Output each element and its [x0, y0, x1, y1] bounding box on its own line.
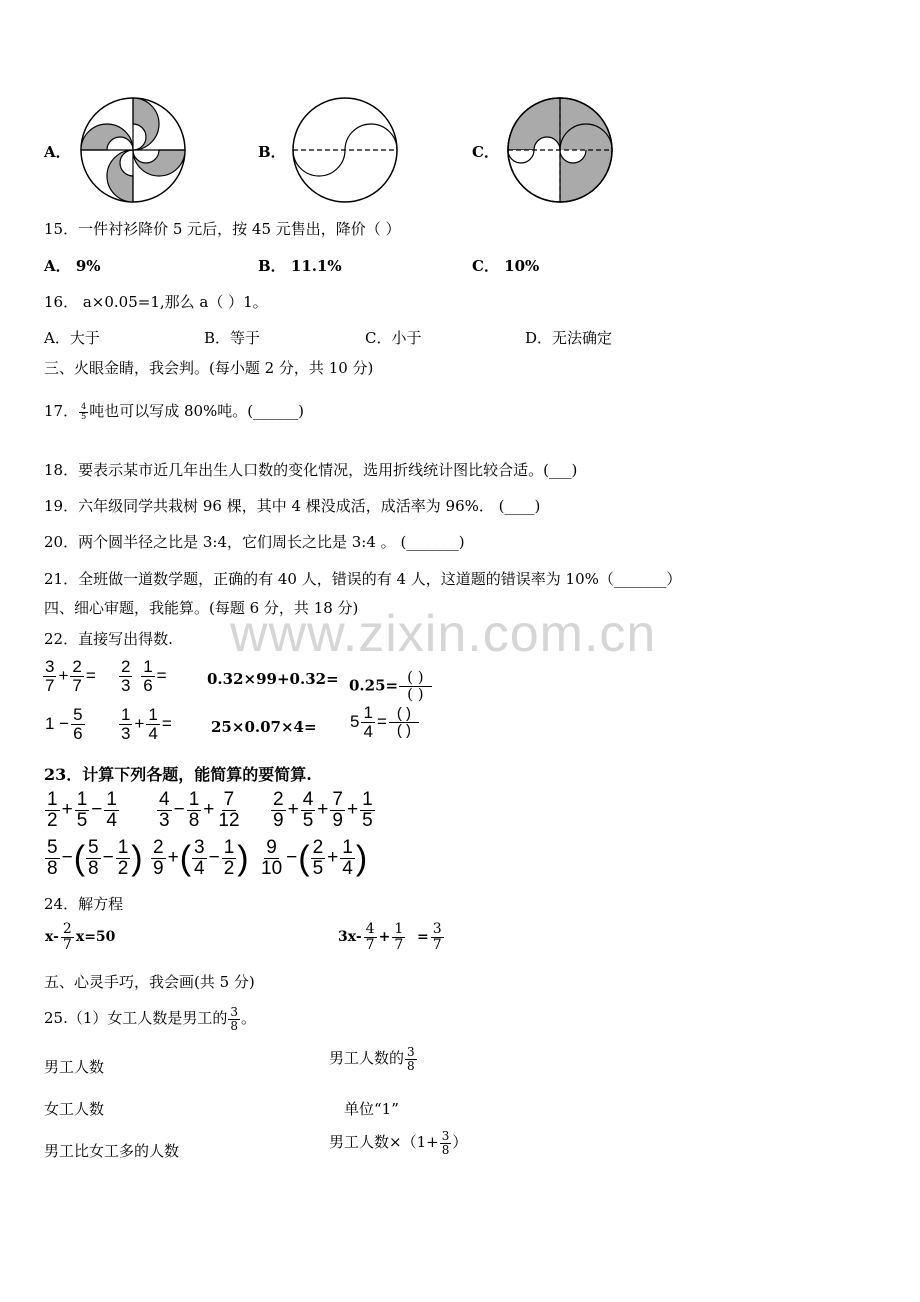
q20: 20．两个圆半径之比是 3:4，它们周长之比是 3:4 。 (_______) [44, 533, 465, 551]
q24-equation-1: x- $\frac{2}{7}$ x=50 [45, 921, 116, 953]
q25-right-3: 男工人数×（1+ $\frac{3}{8}$ ） [329, 1129, 468, 1157]
q25-left-1: 男工人数 [44, 1058, 105, 1076]
q21: 21．全班做一道数学题，正确的有 40 人，错误的有 4 人，这道题的错误率为 10%（_______） [44, 570, 682, 588]
q16-stem: 16． a×0.05=1,那么 a（ ）1。 [44, 293, 268, 311]
q15-option-b: B． 11.1% [258, 257, 342, 275]
q14-option-c-label: C． [472, 143, 499, 161]
q22-expr-1: $\frac{3}{7}$ + $\frac{2}{7}$ = [45, 657, 96, 695]
q23-expr-5: $\frac{2}{9}$ +( $\frac{3}{4}$ − $\frac{1}{2}$ ) [153, 837, 249, 879]
q23-expr-1: $\frac{1}{2}$ + $\frac{1}{5}$ − $\frac{1}{4}$ [47, 789, 117, 831]
q22-expr-7: 25×0.07×4= [211, 718, 317, 736]
q25-right-1: 男工人数的 $\frac{3}{8}$ [329, 1045, 415, 1073]
q23-expr-4: $\frac{5}{8}$ −( $\frac{5}{8}$ − $\frac{1}{2}$ ) [47, 837, 143, 879]
q17-text: 吨也可以写成 80%吨。(______) [89, 402, 305, 420]
q17-number: 17． [44, 402, 79, 420]
q25-stem: 25.（1）女工人数是男工的 $\frac{3}{8}$ 。 [44, 1005, 257, 1033]
q25-left-3: 男工比女工多的人数 [44, 1142, 180, 1160]
q22-expr-8: 5 $\frac{1}{4}$ = $\frac{( )}{( )}$ [349, 704, 420, 741]
q14-option-b-figure [291, 96, 399, 204]
section-3-heading: 三、火眼金睛，我会判。(每小题 2 分，共 10 分) [44, 359, 374, 377]
q22-stem: 22．直接写出得数. [44, 630, 173, 648]
q15-option-c: C． 10% [472, 257, 540, 275]
q15-stem: 15．一件衬衫降价 5 元后，按 45 元售出，降价（ ） [44, 220, 401, 238]
q24-equation-2: 3x- $\frac{4}{7}$ + $\frac{1}{7}$ = $\frac{3}{7}$ [338, 921, 442, 953]
q16-option-b: B．等于 [204, 329, 261, 347]
q23-expr-2: $\frac{4}{3}$ − $\frac{1}{8}$ + $\frac{7}{12}$ [159, 789, 240, 831]
watermark: www.zixin.com.cn [230, 605, 657, 663]
q23-expr-3: $\frac{2}{9}$ + $\frac{4}{5}$ + $\frac{7}{9}$ + $\frac{1}{5}$ [273, 789, 373, 831]
q15-option-a: A． 9% [44, 257, 101, 275]
q14-option-a-label: A． [44, 143, 71, 161]
q22-expr-2: $\frac{2}{3}$ $\frac{1}{6}$ = [121, 657, 167, 695]
q23-expr-6: $\frac{9}{10}$ −( $\frac{2}{5}$ + $\frac{1}{4}$ ) [261, 837, 368, 879]
q22-expr-6: $\frac{1}{3}$ + $\frac{1}{4}$ = [121, 705, 172, 743]
q25-right-2: 单位“1” [344, 1100, 399, 1118]
q14-option-a-figure [79, 96, 187, 204]
q14-option-c-figure [506, 96, 614, 204]
section-5-heading: 五、心灵手巧，我会画(共 5 分) [44, 973, 255, 991]
q19: 19．六年级同学共栽树 96 棵，其中 4 棵没成活，成活率为 96%． (____) [44, 497, 541, 515]
section-4-heading: 四、细心审题，我能算。(每题 6 分，共 18 分) [44, 599, 359, 617]
q16-option-a: A．大于 [44, 329, 100, 347]
q25-left-2: 女工人数 [44, 1100, 105, 1118]
q16-option-d: D．无法确定 [525, 329, 613, 347]
q16-option-c: C．小于 [365, 329, 422, 347]
q22-expr-3: 0.32×99+0.32= [207, 670, 339, 688]
q22-expr-5: 1 − $\frac{5}{6}$ [45, 705, 83, 743]
q17-fraction: $\frac{4}{5}$ [81, 402, 87, 421]
q14-option-b-label: B． [258, 143, 286, 161]
q17 [44, 400, 304, 421]
q22-expr-4: 0.25= $\frac{( )}{( )}$ [349, 670, 433, 703]
q23-stem: 23．计算下列各题，能简算的要简算. [44, 765, 312, 784]
q18: 18．要表示某市近几年出生人口数的变化情况，选用折线统计图比较合适。(___) [44, 461, 578, 479]
q24-stem: 24．解方程 [44, 895, 124, 913]
